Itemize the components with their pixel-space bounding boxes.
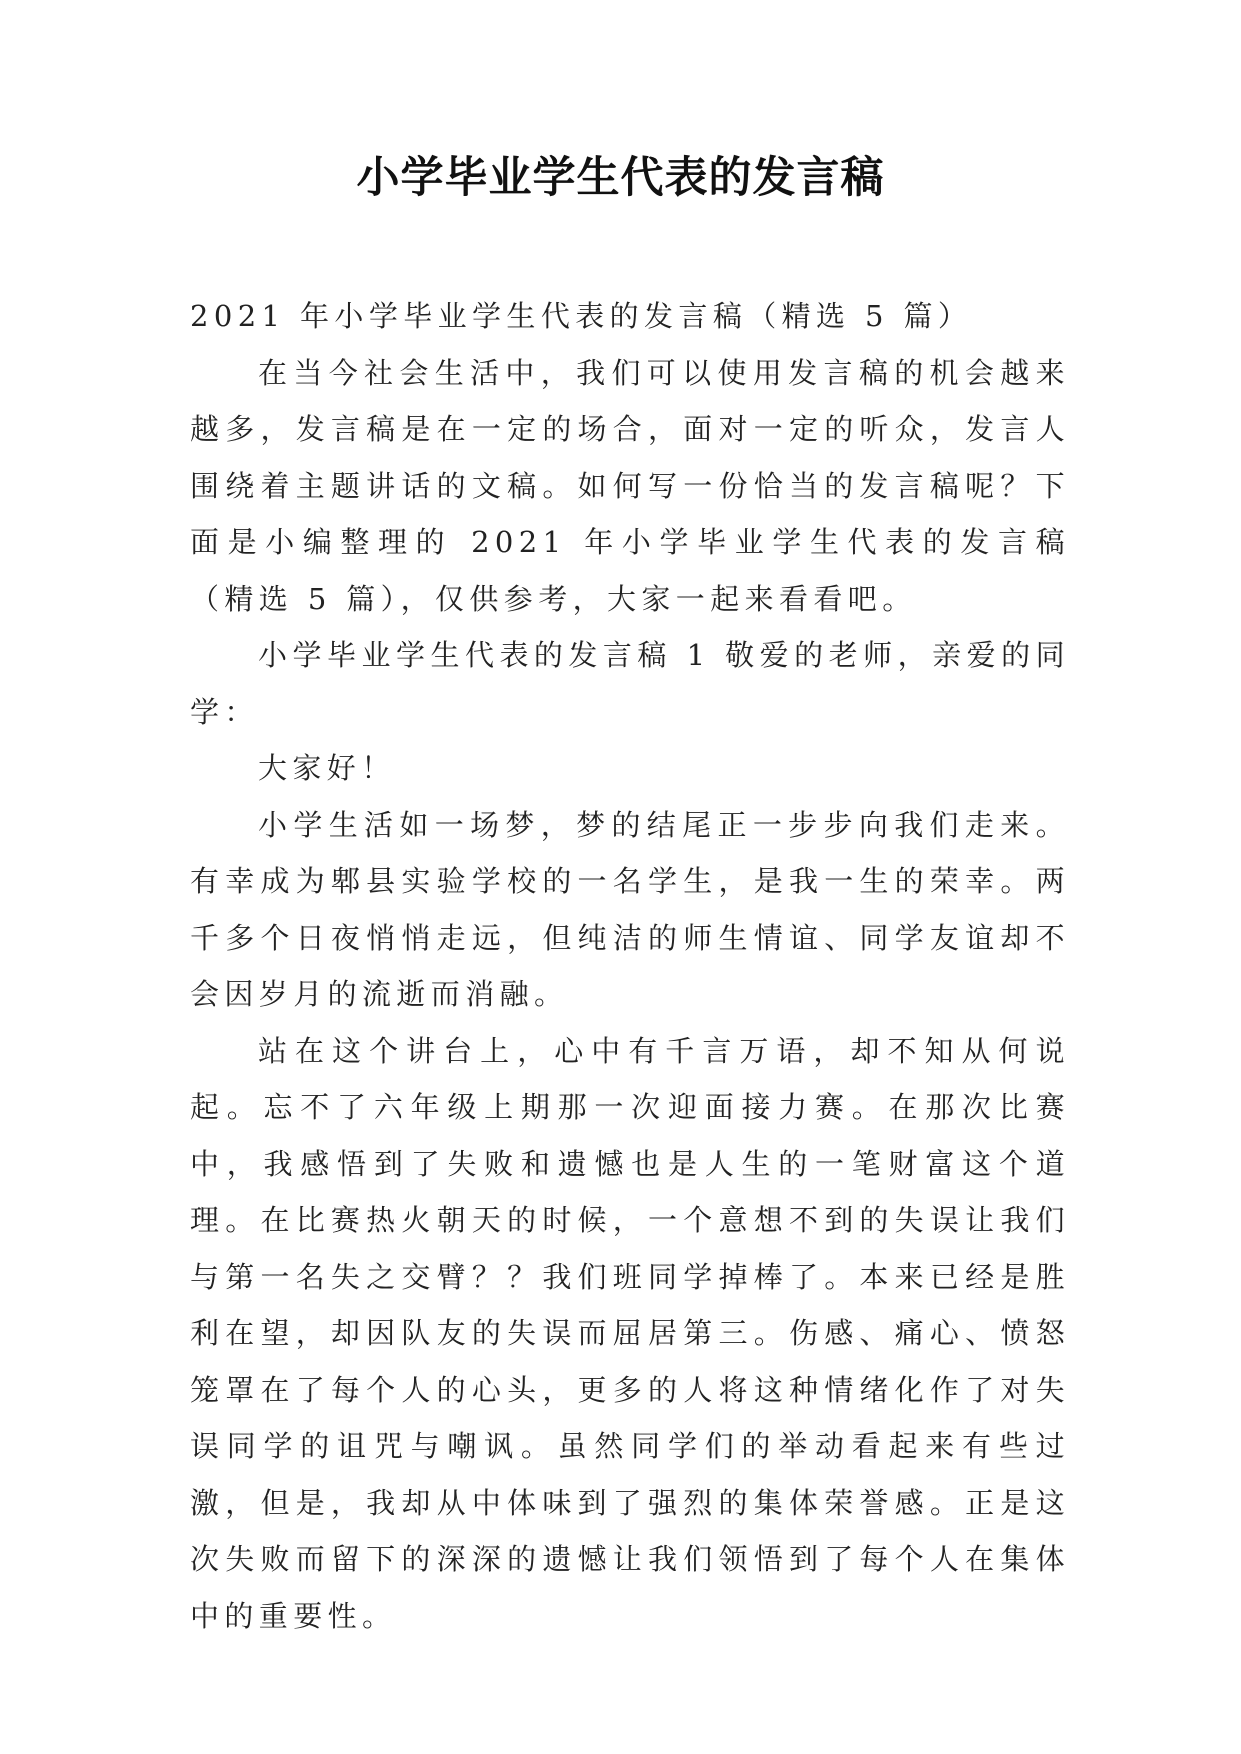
paragraph-memories: 小学生活如一场梦，梦的结尾正一步步向我们走来。有幸成为郫县实验学校的一名学生，是我一生的荣幸。两千多个日夜悄悄走远，但纯洁的师生情谊、同学友谊却不会因岁月的流逝而消融。	[190, 807, 1070, 1011]
document-body	[190, 288, 1070, 1644]
paragraph-relay-race: 站在这个讲台上，心中有千言万语，却不知从何说起。忘不了六年级上期那一次迎面接力赛。在那次比赛中，我感悟到了失败和遗憾也是人生的一笔财富这个道理。在比赛热火朝天的时候，一个意想不到的失误让我们与第一名失之交臂？？我们班同学掉棒了。本来已经是胜利在望，却因队友的失误而屈居第三。伤感、痛心、愤怒笼罩在了每个人的心头，更多的人将这种情绪化作了对失误同学的诅咒与嘲讽。虽然同学们的举动看起来有些过激，但是，我却从中体味到了强烈的集体荣誉感。正是这次失败而留下的深深的遗憾让我们领悟到了每个人在集体中的重要性。	[190, 1033, 1070, 1633]
document-title: 小学毕业学生代表的发言稿	[356, 153, 885, 203]
document-subtitle: 2021 年小学毕业学生代表的发言稿（精选 5 篇）	[190, 299, 973, 333]
paragraph-salutation: 小学毕业学生代表的发言稿 1 敬爱的老师，亲爱的同学：	[190, 638, 1070, 729]
paragraph-intro: 在当今社会生活中，我们可以使用发言稿的机会越来越多，发言稿是在一定的场合，面对一定的听众，发言人围绕着主题讲话的文稿。如何写一份恰当的发言稿呢？下面是小编整理的 2021 年小学毕业学生代表的发言稿（精选 5 篇），仅供参考，大家一起来看看吧。	[190, 355, 1070, 616]
paragraph-greeting: 大家好！	[258, 751, 396, 785]
